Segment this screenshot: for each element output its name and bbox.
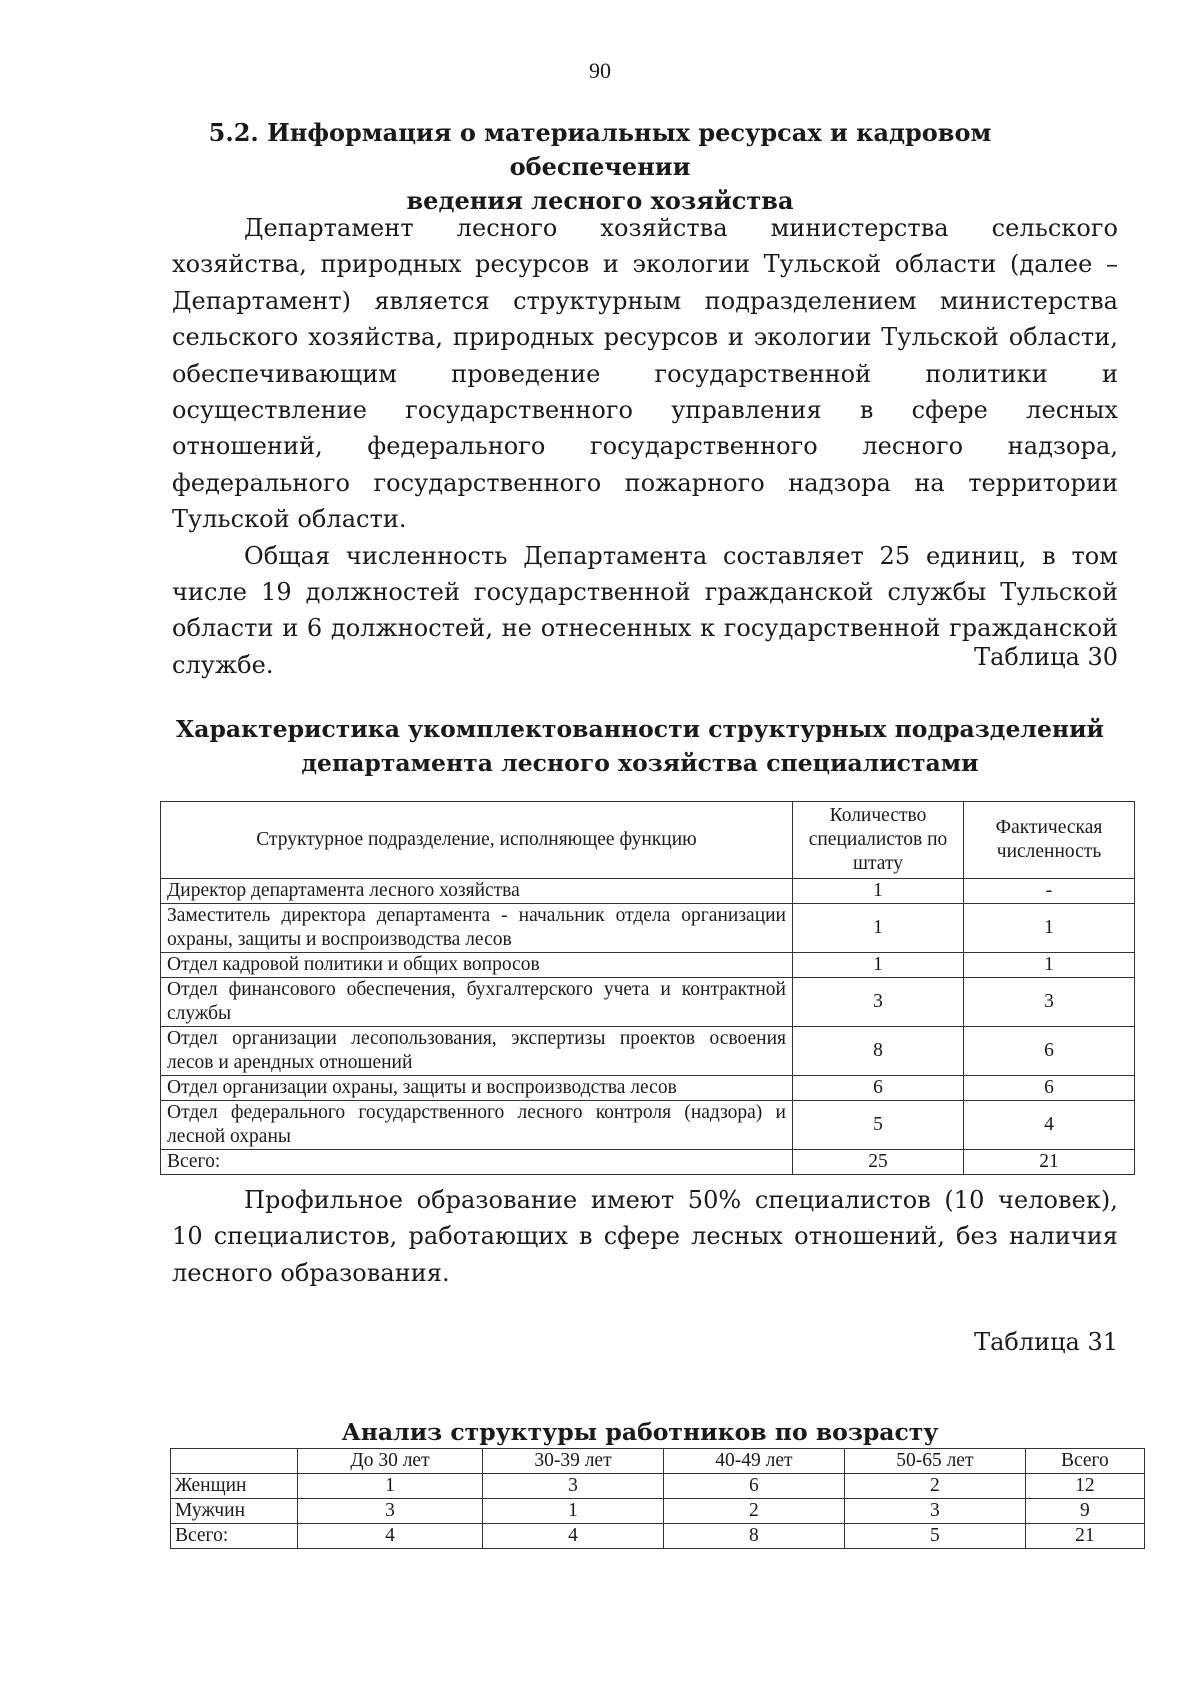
cell: 5 — [844, 1524, 1025, 1549]
staffing-table — [160, 801, 1135, 1175]
section-title-line-2: ведения лесного хозяйства — [406, 186, 794, 215]
row-name: Директор департамента лесного хозяйства — [161, 879, 793, 904]
table-row — [161, 1076, 1135, 1101]
row-name: Отдел финансового обеспечения, бухгалтерского учета и контрактной службы — [161, 978, 793, 1027]
table-31-title: Анализ структуры работников по возрасту — [341, 1418, 939, 1446]
header-total: Всего — [1025, 1449, 1144, 1474]
header-actual-count: Фактическая численность — [964, 802, 1135, 879]
table-31-caption: Таблица 31 — [974, 1328, 1118, 1356]
cell: 4 — [483, 1524, 664, 1549]
cell: 1 — [298, 1474, 483, 1499]
education-paragraph-block — [172, 1182, 1118, 1291]
header-staff-count: Количество специалистов по штату — [793, 802, 964, 879]
row-actual: 1 — [964, 953, 1135, 978]
row-name: Отдел федерального государственного лесного контроля (надзора) и лесной охраны — [161, 1101, 793, 1150]
table-row — [161, 1027, 1135, 1076]
row-actual: - — [964, 879, 1135, 904]
header-age-40-49: 40-49 лет — [663, 1449, 844, 1474]
table-header-row — [161, 802, 1135, 879]
paragraph-education: Профильное образование имеют 50% специалистов (10 человек), 10 специалистов, работающих в сфере лесных отношений, без наличия лесного образования. — [172, 1186, 1118, 1287]
table-row — [161, 978, 1135, 1027]
cell: 12 — [1025, 1474, 1144, 1499]
row-label: Всего: — [171, 1524, 298, 1549]
header-age-under-30: До 30 лет — [298, 1449, 483, 1474]
row-staff: 6 — [793, 1076, 964, 1101]
row-actual: 6 — [964, 1027, 1135, 1076]
section-title-line-1: 5.2. Информация о материальных ресурсах и кадровом обеспечении — [208, 118, 992, 181]
table-row — [161, 953, 1135, 978]
header-age-30-39: 30-39 лет — [483, 1449, 664, 1474]
header-age-50-65: 50-65 лет — [844, 1449, 1025, 1474]
row-staff: 1 — [793, 879, 964, 904]
table-header-row — [171, 1449, 1145, 1474]
cell: 3 — [483, 1474, 664, 1499]
age-structure-table — [170, 1448, 1145, 1549]
table-row — [161, 904, 1135, 953]
table-30-caption: Таблица 30 — [974, 643, 1118, 671]
table-total-row — [171, 1524, 1145, 1549]
row-name: Отдел кадровой политики и общих вопросов — [161, 953, 793, 978]
paragraph-department: Департамент лесного хозяйства министерства сельского хозяйства, природных ресурсов и экологии Тульской области (далее – Департамент) является структурным подразделением министерства сельского хозяйства, природных ресурсов и экологии Тульской области, обеспечивающим проведение государственной политики и осуществление государственного управления в сфере лесных отношений, федерального государственного лесного надзора, федерального государственного пожарного надзора на территории Тульской области. — [172, 214, 1118, 534]
row-name: Заместитель директора департамента - начальник отдела организации охраны, защиты и воспроизводства лесов — [161, 904, 793, 953]
table-30-title — [160, 712, 1120, 780]
cell: 4 — [298, 1524, 483, 1549]
row-staff: 8 — [793, 1027, 964, 1076]
cell: 2 — [663, 1499, 844, 1524]
row-name: Всего: — [161, 1150, 793, 1175]
header-empty — [171, 1449, 298, 1474]
row-actual: 4 — [964, 1101, 1135, 1150]
cell: 1 — [483, 1499, 664, 1524]
row-staff: 3 — [793, 978, 964, 1027]
row-actual: 1 — [964, 904, 1135, 953]
row-actual: 6 — [964, 1076, 1135, 1101]
table-total-row — [161, 1150, 1135, 1175]
page-number: 90 — [589, 58, 611, 83]
paragraph-staff-count: Общая численность Департамента составляет 25 единиц, в том числе 19 должностей государственной гражданской службы Тульской области и 6 должностей, не отнесенных к государственной гражданской службе. — [172, 541, 1118, 679]
row-name: Отдел организации лесопользования, экспертизы проектов освоения лесов и арендных отношений — [161, 1027, 793, 1076]
row-staff: 25 — [793, 1150, 964, 1175]
header-department: Структурное подразделение, исполняющее функцию — [161, 802, 793, 879]
cell: 9 — [1025, 1499, 1144, 1524]
cell: 6 — [663, 1474, 844, 1499]
cell: 2 — [844, 1474, 1025, 1499]
row-staff: 1 — [793, 904, 964, 953]
cell: 3 — [844, 1499, 1025, 1524]
cell: 8 — [663, 1524, 844, 1549]
table-row — [171, 1499, 1145, 1524]
row-actual: 21 — [964, 1150, 1135, 1175]
section-title — [175, 116, 1025, 218]
table-30-title-line-1: Характеристика укомплектованности структурных подразделений — [176, 715, 1104, 743]
cell: 21 — [1025, 1524, 1144, 1549]
intro-paragraphs — [172, 210, 1118, 683]
table-row — [161, 1101, 1135, 1150]
row-label: Женщин — [171, 1474, 298, 1499]
row-actual: 3 — [964, 978, 1135, 1027]
row-name: Отдел организации охраны, защиты и воспроизводства лесов — [161, 1076, 793, 1101]
row-staff: 5 — [793, 1101, 964, 1150]
table-row — [171, 1474, 1145, 1499]
table-30-title-line-2: департамента лесного хозяйства специалистами — [301, 749, 979, 777]
row-staff: 1 — [793, 953, 964, 978]
table-row — [161, 879, 1135, 904]
cell: 3 — [298, 1499, 483, 1524]
row-label: Мужчин — [171, 1499, 298, 1524]
